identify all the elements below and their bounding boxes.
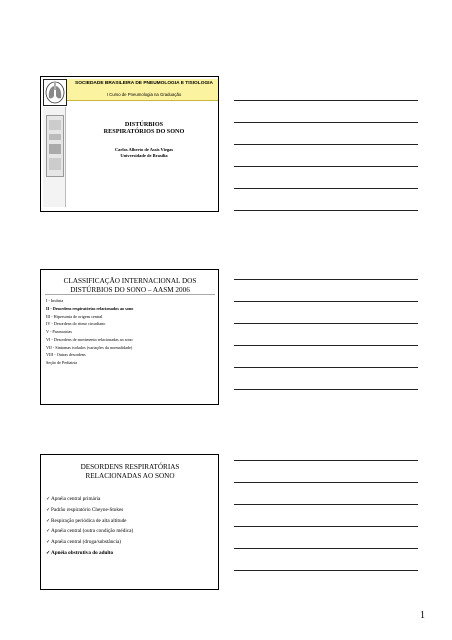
checkmark-icon: ✓ [46, 497, 51, 502]
list-item-label: Padrão respiratório Cheyne-Stokes [51, 506, 124, 513]
list-item: III - Hipersonia de origem central [46, 313, 103, 319]
title-line-2: RELACIONADAS AO SONO [85, 472, 175, 480]
note-line [234, 504, 418, 505]
page-number: 1 [420, 610, 425, 621]
note-line [234, 389, 418, 390]
note-line [234, 210, 418, 211]
list-item [46, 516, 218, 527]
list-item [46, 494, 218, 505]
note-line [234, 301, 418, 302]
list-item-label: Apnéia central primária [51, 496, 101, 502]
note-line [234, 526, 418, 527]
note-line [234, 548, 418, 549]
event-logo-icon [47, 116, 63, 176]
note-line [234, 100, 418, 101]
slide-3-title [45, 463, 215, 481]
list-item: IV - Desordens do ritmo circadiano [46, 321, 106, 327]
side-panel [43, 107, 66, 207]
society-name: SOCIEDADE BRASILEIRA DE PNEUMOLOGIA E TISIOLOGIA [75, 81, 213, 86]
classification-list [46, 297, 218, 367]
title-line-1: DESORDENS RESPIRATÓRIAS [80, 463, 180, 471]
note-line [234, 323, 418, 324]
list-item: VI - Desordens de movimento relacionadas ao sono [46, 336, 133, 342]
side-image [46, 115, 64, 177]
list-item-label: Apnéia central (droga/substância) [51, 539, 122, 545]
slide-2 [40, 269, 219, 405]
note-line [234, 345, 418, 346]
list-item: Seção de Pediatria [46, 360, 77, 366]
list-item: I - Insônia [46, 298, 64, 303]
list-item [46, 537, 218, 548]
title-line-2: RESPIRATÓRIOS DO SONO [103, 128, 185, 136]
author-block [71, 147, 217, 159]
slide-1-title [71, 121, 217, 136]
title-line-1: DISTÚRBIOS [124, 121, 164, 128]
checkmark-icon: ✓ [46, 507, 51, 513]
note-line [234, 144, 418, 145]
title-rule [45, 294, 215, 295]
slide-3 [40, 454, 219, 590]
respiratory-disorders-list [46, 494, 218, 559]
lungs-logo-icon [44, 80, 66, 105]
note-line [234, 482, 418, 483]
list-item [46, 526, 218, 537]
list-item: II - Desordens respiratórias relacionados ao sono [46, 305, 134, 311]
note-line [234, 570, 418, 571]
slide-2-title [45, 277, 215, 295]
title-line-1: CLASSIFICAÇÃO INTERNACIONAL DOS [63, 277, 197, 285]
list-item: VII - Sintomas isolados (variações da normalidade) [46, 344, 133, 350]
note-line [234, 166, 418, 167]
checkmark-icon: ✓ [46, 529, 51, 535]
note-line [234, 122, 418, 123]
checkmark-icon: ✓ [46, 550, 51, 556]
checkmark-icon: ✓ [46, 518, 51, 524]
note-line [234, 367, 418, 368]
note-line [234, 188, 418, 189]
list-item: VIII - Outras desordens [46, 352, 86, 358]
list-item-label: Apnéia obstrutiva do adulto [51, 549, 114, 556]
list-item-label: Apnéia central (outra condição médica) [51, 528, 134, 535]
author-name: Carlos Alberto de Assis Viegas [114, 147, 174, 152]
society-logo [43, 79, 67, 106]
checkmark-icon: ✓ [46, 540, 51, 545]
list-item: V - Parassonias [46, 329, 72, 335]
list-item-label: Respiração periódica de alta altitude [51, 517, 127, 524]
title-line-2: DISTÚRBIOS DO SONO – AASM 2006 [70, 286, 190, 294]
note-line [234, 460, 418, 461]
slide-1 [40, 76, 219, 212]
list-item [46, 505, 218, 516]
note-line [234, 279, 418, 280]
affiliation: Universidade de Brasília [120, 153, 168, 159]
list-item [46, 548, 218, 559]
course-name: I Curso de Pneumologia na Graduação [106, 92, 182, 97]
